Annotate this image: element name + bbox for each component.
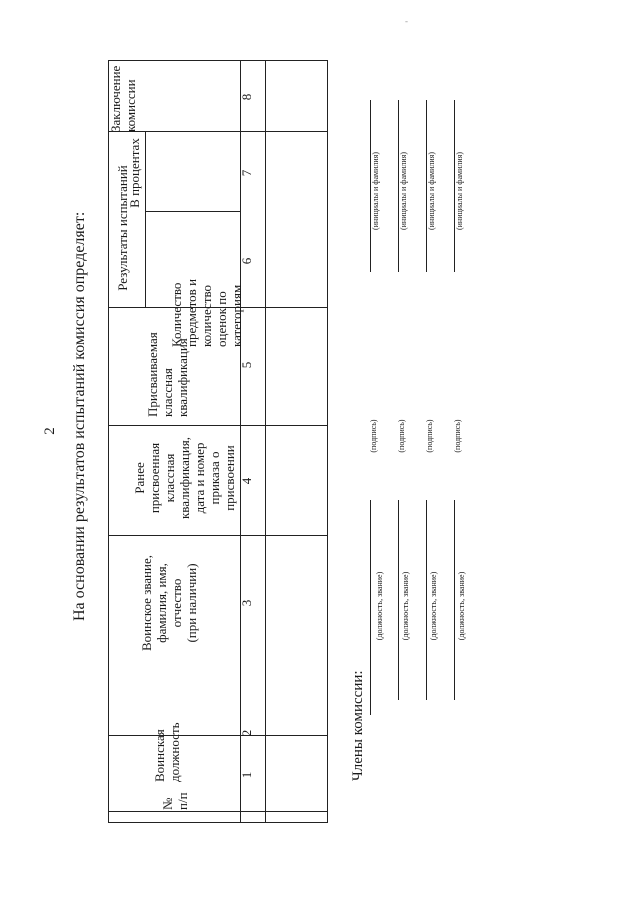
position-caption: (должность, звание) (457, 571, 466, 641)
signature-caption: (подпись) (453, 419, 462, 453)
header-prev-qual: Ранее присвоенная классная квалификация, дата и номер приказа о присвоении (132, 436, 237, 520)
header-results-count: Количество предметов и количество оценок по категориям (169, 278, 244, 347)
col-number-4: 4 (239, 477, 254, 485)
name-caption: (инициалы и фамилия) (455, 151, 464, 231)
col-number-1: 1 (239, 771, 254, 779)
header-num: № п/п (160, 792, 190, 810)
results-table (108, 60, 328, 823)
page-number: 2 (42, 427, 58, 435)
position-caption: (должность, звание) (401, 571, 410, 641)
header-results-percent: В процентах (127, 138, 142, 208)
signature-caption: (подпись) (425, 419, 434, 453)
signature-caption: (подпись) (397, 419, 406, 453)
header-conclusion: Заключение комиссии (108, 65, 138, 132)
col-number-6: 6 (239, 257, 254, 265)
col-number-3: 3 (239, 599, 254, 607)
header-results: Результаты испытаний (115, 165, 130, 291)
name-caption: (инициалы и фамилия) (427, 151, 436, 231)
header-name: Воинское звание, фамилия, имя, отчество (при наличии) (139, 555, 199, 651)
name-caption: (инициалы и фамилия) (371, 151, 380, 231)
col-number-5: 5 (239, 361, 254, 369)
members-title: Члены комиссии: (350, 670, 366, 781)
name-caption: (инициалы и фамилия) (399, 151, 408, 231)
signature-caption: (подпись) (369, 419, 378, 453)
header-position: Воинская должность (152, 722, 182, 782)
col-number-8: 8 (239, 93, 254, 101)
document-heading: На основании результатов испытаний комиссия определяет: (71, 211, 88, 621)
position-caption: (должность, звание) (429, 571, 438, 641)
col-number-2: 2 (239, 729, 254, 737)
position-caption: (должность, звание) (375, 571, 384, 641)
header-assigned-qual: Присваиваемая классная квалификация (145, 332, 190, 417)
corner-mark: - (405, 16, 408, 26)
col-number-7: 7 (239, 169, 254, 177)
